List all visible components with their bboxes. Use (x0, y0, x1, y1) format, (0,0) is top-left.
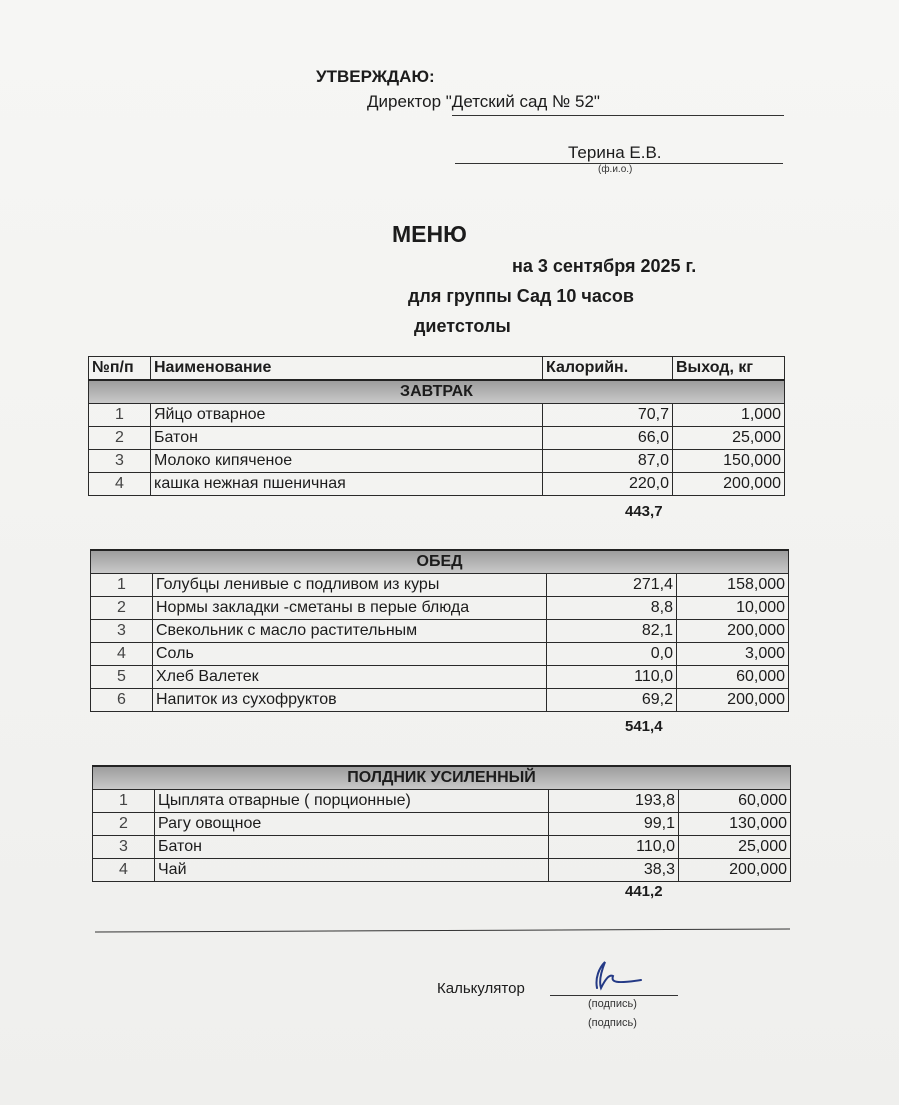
header-calories: Калорийн. (543, 357, 673, 381)
lunch-table (90, 549, 789, 712)
lunch-total: 541,4 (625, 718, 663, 735)
table-row: 6 Напиток из сухофруктов 69,2 200,000 (91, 689, 789, 712)
separator-line (95, 928, 790, 932)
table-row: 1 Голубцы ленивые с подливом из куры 271,4 158,000 (91, 574, 789, 597)
section-header-lunch: ОБЕД (91, 550, 789, 574)
table-header-row (89, 357, 785, 381)
section-header-snack: ПОЛДНИК УСИЛЕННЫЙ (93, 766, 791, 790)
menu-group: для группы Сад 10 часов (408, 286, 634, 306)
signature-caption-1: (подпись) (588, 998, 637, 1010)
snack-table (92, 765, 791, 882)
signature-underline (550, 995, 678, 996)
table-row: 1 Цыплята отварные ( порционные) 193,8 60,000 (93, 790, 791, 813)
table-row: 2 Нормы закладки -сметаны в перые блюда 8,8 10,000 (91, 597, 789, 620)
table-row: 3 Свекольник с масло растительным 82,1 200,000 (91, 620, 789, 643)
section-header-breakfast: ЗАВТРАК (89, 380, 785, 404)
approval-director: Директор "Детский сад № 52" (367, 92, 600, 111)
snack-total: 441,2 (625, 883, 663, 900)
table-row: 1 Яйцо отварное 70,7 1,000 (89, 404, 785, 427)
table-row: 3 Батон 110,0 25,000 (93, 836, 791, 859)
table-row: 2 Рагу овощное 99,1 130,000 (93, 813, 791, 836)
signature-caption-2: (подпись) (588, 1017, 637, 1029)
approval-name: Терина Е.В. (568, 143, 662, 162)
table-row: 2 Батон 66,0 25,000 (89, 427, 785, 450)
header-name: Наименование (151, 357, 543, 381)
menu-title: МЕНЮ (392, 221, 467, 247)
breakfast-table (88, 356, 785, 496)
table-row: 5 Хлеб Валетек 110,0 60,000 (91, 666, 789, 689)
fio-caption: (ф.и.о.) (598, 164, 633, 175)
table-row: 4 Чай 38,3 200,000 (93, 859, 791, 882)
header-yield: Выход, кг (673, 357, 785, 381)
approval-title: УТВЕРЖДАЮ: (316, 67, 435, 86)
calculator-label: Калькулятор (437, 980, 525, 997)
menu-date: на 3 сентября 2025 г. (512, 256, 697, 276)
menu-diet: диетстолы (414, 316, 511, 336)
table-row: 4 Соль 0,0 3,000 (91, 643, 789, 666)
table-row: 4 кашка нежная пшеничная 220,0 200,000 (89, 473, 785, 496)
signature-icon (585, 958, 645, 994)
header-number: №п/п (89, 357, 151, 381)
breakfast-total: 443,7 (625, 503, 663, 520)
table-row: 3 Молоко кипяченое 87,0 150,000 (89, 450, 785, 473)
director-underline (452, 115, 784, 116)
